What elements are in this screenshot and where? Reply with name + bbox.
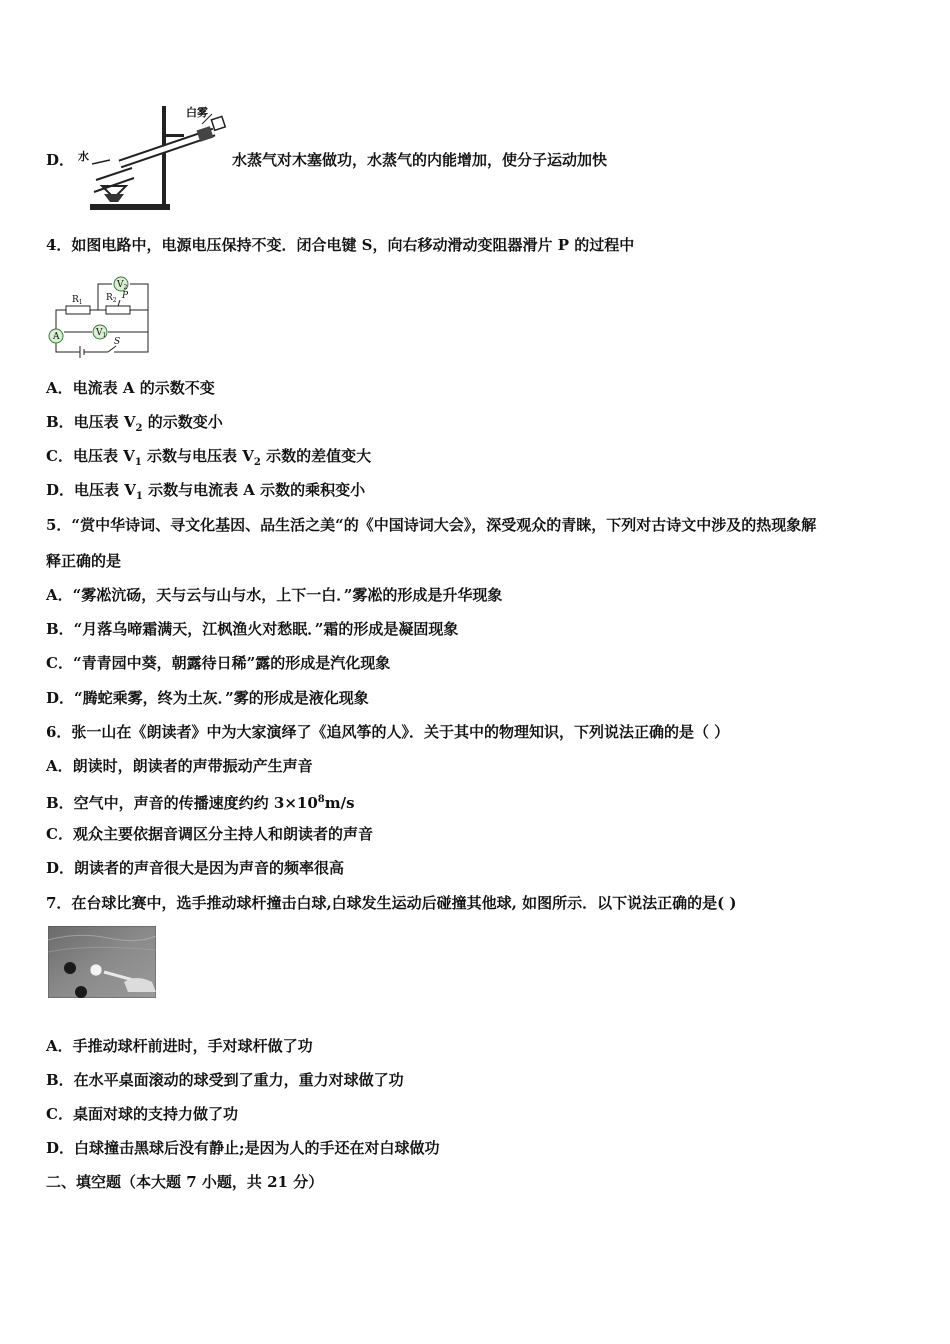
svg-text:V2: $V_2$ (117, 280, 128, 291)
q5-option-c: C．“青青园中葵，朝露待日稀”露的形成是汽化现象 (46, 654, 391, 672)
fog-label: 白雾 (186, 106, 208, 119)
q4-option-c: C．电压表 $V_1$ 示数与电压表 $V_2$ 示数的差值变大 (46, 447, 372, 468)
slider-p-label: P (122, 291, 129, 301)
svg-text:R2: $R_2$ (106, 293, 117, 304)
switch-s-label: S (114, 337, 121, 347)
q6-option-c: C．观众主要依据音调区分主持人和朗读者的声音 (46, 825, 373, 843)
section-2-title: 二、填空题（本大题 7 小题，共 21 分） (46, 1173, 324, 1191)
q5-stem-line2: 释正确的是 (46, 552, 122, 570)
q6-stem: 6．张一山在《朗读者》中为大家演绎了《追风筝的人》．关于其中的物理知识，下列说法正确的是（ ） (46, 723, 730, 741)
q6-option-b: B．空气中，声音的传播速度约约 $3\times 10^8m/s$ (46, 794, 355, 812)
q4-circuit-diagram (44, 266, 154, 358)
q4-option-a: A．电流表 A 的示数不变 (46, 379, 215, 397)
q3-steam-apparatus-figure (74, 102, 234, 214)
q3-option-d-text: 水蒸气对木塞做功，水蒸气的内能增加，使分子运动加快 (232, 151, 608, 169)
q5-option-a: A．“雾凇沆砀，天与云与山与水，上下一白．”雾凇的形成是升华现象 (46, 586, 503, 604)
q5-option-d: D．“腾蛇乘雾，终为土灰．”雾的形成是液化现象 (46, 689, 369, 707)
q7-stem: 7．在台球比赛中，选手推动球杆撞击白球,白球发生运动后碰撞其他球, 如图所示．以下说法正确的是( ) (46, 894, 737, 912)
q7-option-b: B．在水平桌面滚动的球受到了重力，重力对球做了功 (46, 1071, 404, 1089)
v2-label: V (117, 280, 124, 290)
v1-label: V (96, 328, 103, 338)
r2-label: R (106, 293, 113, 303)
water-label: 水 (78, 150, 89, 163)
q6-option-a: A．朗读时，朗读者的声带振动产生声音 (46, 757, 313, 775)
q6-option-d: D．朗读者的声音很大是因为声音的频率很高 (46, 859, 345, 877)
q4-option-b: B．电压表 $V_2$ 的示数变小 (46, 413, 223, 434)
q7-option-c: C．桌面对球的支持力做了功 (46, 1105, 238, 1123)
q7-option-d: D．白球撞击黑球后没有静止;是因为人的手还在对白球做功 (46, 1139, 440, 1157)
q3-option-d-letter: D． (46, 151, 75, 169)
svg-text:R1: $R_1$ (72, 295, 83, 306)
q4-option-d: D．电压表 $V_1$ 示数与电流表 A 示数的乘积变小 (46, 481, 366, 502)
svg-text:V1: $V_1$ (96, 328, 107, 339)
q5-option-b: B．“月落乌啼霜满天，江枫渔火对愁眠．”霜的形成是凝固现象 (46, 620, 459, 638)
ammeter-label: A (53, 332, 60, 342)
q7-option-a: A．手推动球杆前进时，手对球杆做了功 (46, 1037, 313, 1055)
r1-label: R (72, 295, 79, 305)
q4-stem: 4．如图电路中，电源电压保持不变．闭合电键 S，向右移动滑动变阻器滑片 P 的过程中 (46, 236, 635, 254)
q7-billiards-photo (48, 926, 156, 998)
q5-stem-line1: 5．“赏中华诗词、寻文化基因、品生活之美“的《中国诗词大会》，深受观众的青睐，下列对古诗文中涉及的热现象解 (46, 516, 817, 534)
